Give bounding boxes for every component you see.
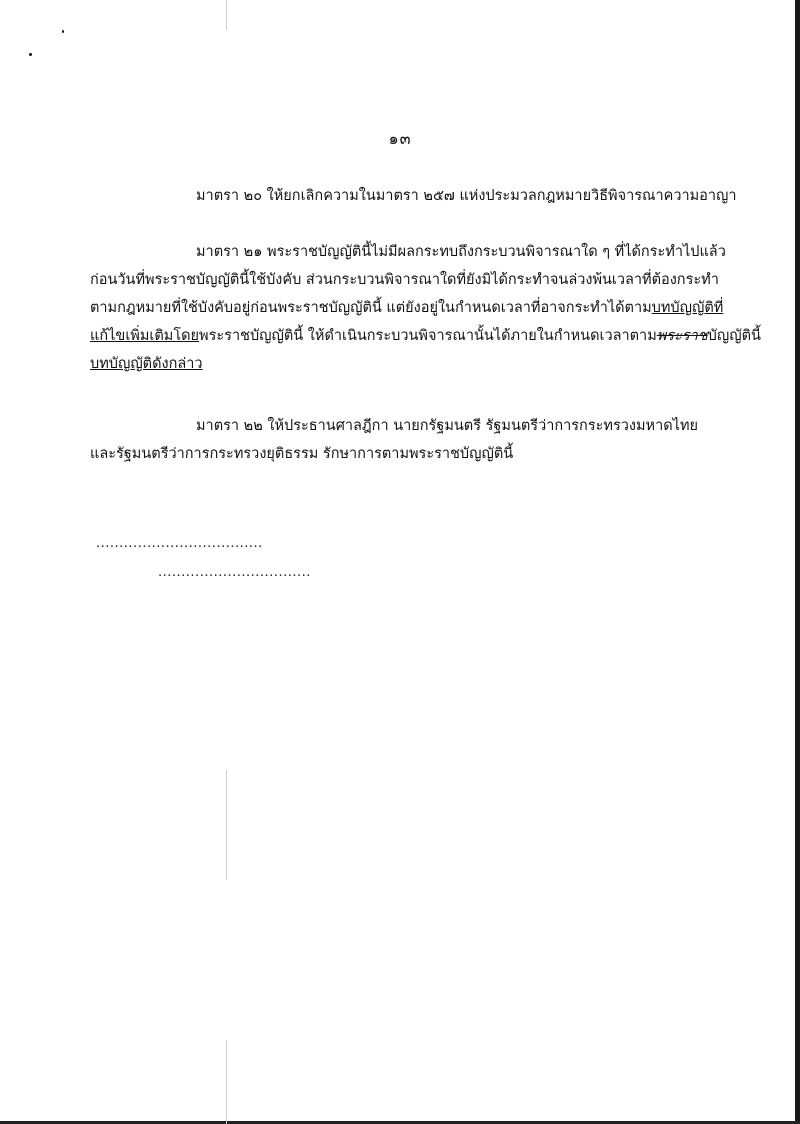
- scan-fold-line-bottom: [226, 1040, 227, 1124]
- section-21-line-3: [90, 294, 761, 322]
- section-22-line-2: และรัฐมนตรีว่าการกระทรวงยุติธรรม รักษาการตามพระราชบัญญัตินี้: [90, 446, 514, 462]
- inserted-text-said-provision: บทบัญญัติดังกล่าว: [90, 356, 203, 372]
- struck-text: พระราช: [656, 328, 708, 344]
- section-21-line-5: [90, 350, 761, 378]
- scan-speck: [29, 53, 32, 56]
- inserted-text-provision: บทบัญญัติที่: [651, 300, 724, 316]
- section-22: [90, 412, 698, 468]
- section-22-line-1: มาตรา ๒๒ ให้ประธานศาลฎีกา นายกรัฐมนตรี รัฐมนตรีว่าการกระทรวงมหาดไทย: [196, 418, 699, 434]
- section-21-line-1: มาตรา ๒๑ พระราชบัญญัตินี้ไม่มีผลกระทบถึงกระบวนพิจารณาใด ๆ ที่ได้กระทำไปแล้ว: [196, 244, 726, 260]
- scan-edge-right: [795, 0, 800, 1124]
- section-20-text: มาตรา ๒๐ ให้ยกเลิกความในมาตรา ๒๕๗ แห่งประมวลกฎหมายวิธีพิจารณาความอาญา: [196, 188, 737, 204]
- inserted-text-amended-by: แก้ไขเพิ่มเติมโดย: [90, 328, 200, 344]
- scan-fold-line-middle: [226, 770, 227, 880]
- section-21-line-4-text: พระราชบัญญัตินี้ ให้ดำเนินกระบวนพิจารณานั้นได้ภายในกำหนดเวลาตาม: [199, 328, 657, 344]
- section-21-line-3-text: ตามกฎหมายที่ใช้บังคับอยู่ก่อนพระราชบัญญัตินี้ แต่ยังอยู่ในกำหนดเวลาที่อาจกระทำได้ตาม: [90, 300, 652, 316]
- scan-fold-line-top: [226, 0, 227, 30]
- scan-speck: [62, 30, 64, 33]
- section-21-line-2: ก่อนวันที่พระราชบัญญัตินี้ใช้บังคับ ส่วนกระบวนพิจารณาใดที่ยังมิได้กระทำจนล่วงพ้นเวลาที่ต้องกระทำ: [90, 272, 719, 288]
- section-21: [90, 238, 761, 378]
- section-21-line-4-end: บัญญัตินี้: [707, 328, 761, 344]
- section-20: [196, 182, 737, 210]
- page-number: ๑๓: [388, 129, 412, 148]
- signature-line-first: ....................................: [96, 536, 263, 551]
- signature-line-second: .................................: [158, 565, 311, 580]
- section-21-line-4: [90, 322, 761, 350]
